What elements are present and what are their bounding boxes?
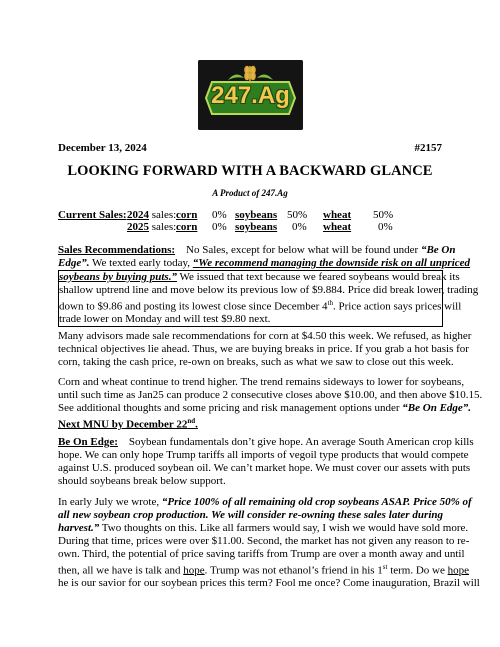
superscript: st <box>382 562 388 571</box>
text-span: In early July we wrote, <box>58 496 162 508</box>
crop-soybeans: soybeans <box>235 209 278 221</box>
sales-year: 2024 <box>127 209 149 221</box>
text-span: We texted early today, <box>89 256 193 269</box>
recommendation-quote: soybeans by buying puts.” <box>59 270 177 283</box>
early-july-paragraph <box>58 496 480 590</box>
crop-corn: corn <box>176 221 198 233</box>
underlined-word: hope <box>183 564 205 577</box>
text-line: all new soybean crop production. We will consider re-owning these sales later during <box>58 508 443 521</box>
text-line <box>58 561 470 578</box>
text-span: . Price action says prices will <box>333 300 462 313</box>
current-sales-label: Current Sales: <box>58 209 127 221</box>
text-line: against U.S. produced soybean oil. We can’t market hope. We must cover our assets with puts <box>58 461 471 474</box>
emphasis: “Be On <box>420 244 456 256</box>
crop-pct: 50% <box>373 209 394 221</box>
sales-row-2024 <box>127 209 176 221</box>
logo-wordmark: 247.Ag <box>211 82 290 109</box>
text-line: trade lower on Monday and will test $9.80 next. <box>59 313 271 326</box>
text-span: . Trump was not ethanol’s friend in his 1 <box>204 564 383 577</box>
text-span: then, all we have is talk and <box>58 564 184 577</box>
next-mnu-line <box>58 415 443 432</box>
text-line: Many advisors made sale recommendations for corn at $4.50 this week. We refused, as higher <box>58 330 472 342</box>
crop-wheat: wheat <box>323 209 352 221</box>
superscript: nd <box>187 416 196 425</box>
text-line <box>58 436 474 449</box>
sales-suffix: sales: <box>149 209 177 221</box>
be-on-edge-paragraph <box>58 436 474 488</box>
text-span: down to $9.86 and posting its lowest close since December 4 <box>59 300 328 313</box>
sales-row-2025 <box>127 221 176 233</box>
superscript: th <box>327 298 333 307</box>
text-line <box>58 521 469 535</box>
text-line: own. Third, the potential of price saving tariffs from Trump are over a month away and until <box>58 547 465 560</box>
emphasis: Edge”. <box>58 256 90 269</box>
text-line: until such time as Jan25 can produce 2 consecutive closes above $10.00, and then above $10.15. <box>58 388 483 401</box>
underlined-word: hope <box>447 564 470 577</box>
text-line <box>58 256 471 270</box>
text-span: Soybean fundamentals don’t give hope. An average South American crop kills <box>128 436 474 448</box>
text-span: See additional thoughts and some pricing and risk management options under <box>58 401 403 414</box>
emphasis: harvest.” <box>58 521 100 534</box>
text-line: Corn and wheat continue to trend higher. The trend remains sideways to lower for soybeans, <box>58 376 465 388</box>
text-span: No Sales, except for below what will be found under <box>186 244 419 256</box>
sales-year: 2025 <box>127 221 149 233</box>
highlighted-box <box>58 270 479 327</box>
text-line: technical objectives lie ahead. Thus, we are buying breaks in price. If you grab a hot basis for <box>58 342 469 355</box>
crop-wheat: wheat <box>323 221 352 233</box>
text-span: Two thoughts on this. Like all farmers would say, I wish we would have sold more. <box>99 521 469 534</box>
page-title: LOOKING FORWARD WITH A BACKWARD GLANCE <box>67 163 433 179</box>
sales-suffix: sales: <box>149 221 177 233</box>
crop-soybeans: soybeans <box>235 221 278 233</box>
text-span: . <box>195 418 198 431</box>
crop-pct: 0% <box>212 209 227 221</box>
247ag-logo <box>198 60 303 130</box>
emphasis: “Be On Edge”. <box>402 401 472 414</box>
recommendation-quote: “We recommend managing the downside risk on all unpriced <box>192 256 471 269</box>
crop-pct: 0% <box>292 221 307 233</box>
text-line <box>58 401 472 415</box>
crop-pct: 0% <box>378 221 393 233</box>
trend-paragraph <box>58 376 483 431</box>
text-line <box>59 297 462 314</box>
issue-date: December 13, 2024 <box>58 142 147 154</box>
text-line: During that time, prices were over $11.00. Second, the market has not given any reason to re- <box>58 534 470 547</box>
text-span: term. Do we <box>387 564 448 577</box>
text-line: corn, taking the cash price, re-own on breaks, such as what we saw to close out this week. <box>58 355 454 368</box>
crop-corn: corn <box>176 209 198 221</box>
text-line: shallow uptrend line and move below its previous low of $9.884. Price did break lower, trading <box>59 283 479 296</box>
text-span: Next MNU by December 22 <box>58 418 188 431</box>
crop-pct: 0% <box>212 221 227 233</box>
text-line: hope. We can only hope Trump tariffs all imports of vegoil type products that would compete <box>58 448 469 461</box>
page-subtitle: A Product of 247.Ag <box>212 188 288 198</box>
text-line: he is our savior for our soybean prices this term? Fool me once? Come inauguration, Brazil will <box>58 577 480 590</box>
text-line <box>59 270 460 284</box>
issue-number: #2157 <box>414 142 442 154</box>
corn-paragraph <box>58 330 472 369</box>
text-line <box>58 244 456 257</box>
crop-pct: 50% <box>287 209 308 221</box>
sales-recommendations-heading: Sales Recommendations: <box>58 244 176 256</box>
text-line: should soybeans break below support. <box>58 474 226 487</box>
emphasis: “Price 100% of all remaining old crop soybeans ASAP. Price 50% of <box>161 496 472 508</box>
text-line <box>58 496 472 509</box>
be-on-edge-heading: Be On Edge: <box>58 436 118 448</box>
sales-recommendations-paragraph <box>58 244 479 327</box>
text-span: We issued that text because we feared soybeans would break its <box>176 270 460 283</box>
